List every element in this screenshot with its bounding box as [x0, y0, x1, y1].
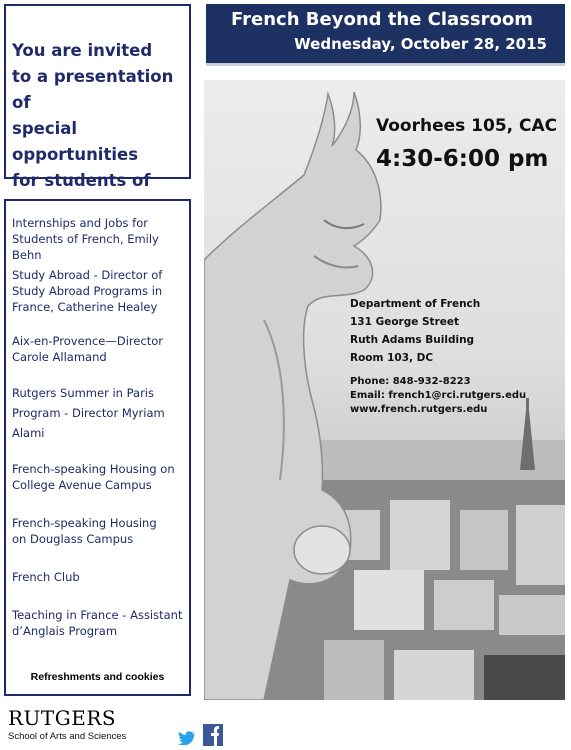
- refreshments-note: Refreshments and cookies: [30, 671, 165, 683]
- list-item: Study Abroad - Director of Study Abroad Programs in France, Catherine Healey: [12, 268, 163, 314]
- address-room: Room 103, DC: [350, 352, 434, 364]
- contact-email[interactable]: Email: french1@rci.rutgers.edu: [350, 390, 527, 401]
- event-venue: Voorhees 105, CAC: [376, 116, 558, 136]
- list-item: Rutgers Summer in Paris Program - Director Myriam Alami: [12, 386, 165, 440]
- list-item: Internships and Jobs for Students of French, Emily Behn: [12, 216, 159, 262]
- contact-website[interactable]: www.french.rutgers.edu: [350, 404, 488, 415]
- event-date: Wednesday, October 28, 2015: [294, 35, 547, 53]
- page-title: French Beyond the Classroom: [231, 9, 534, 30]
- list-item: French-speaking Housing on College Avenue Campus: [12, 462, 175, 492]
- invitation-box: [4, 4, 191, 190]
- address-department: Department of French: [350, 298, 481, 310]
- header-banner: [206, 4, 565, 66]
- rutgers-logo: RUTGERS: [8, 706, 117, 730]
- school-name: School of Arts and Sciences: [8, 731, 127, 742]
- contact-phone: Phone: 848-932-8223: [350, 376, 471, 387]
- list-item: French Club: [12, 570, 80, 584]
- list-item: Teaching in France - Assistant d’Anglais Program: [12, 608, 183, 638]
- twitter-icon[interactable]: [178, 730, 196, 749]
- address-street: 131 George Street: [350, 316, 460, 328]
- list-item: French-speaking Housing on Douglass Campus: [12, 516, 157, 546]
- list-item: Aix-en-Provence—Director Carole Allamand: [12, 334, 164, 364]
- invitation-text: You are invited to a presentation of special opportunities for students of: [12, 41, 174, 190]
- address-building: Ruth Adams Building: [350, 334, 475, 346]
- opportunities-list: [4, 199, 191, 696]
- event-time: 4:30-6:00 pm: [376, 146, 549, 172]
- facebook-icon[interactable]: [203, 724, 223, 750]
